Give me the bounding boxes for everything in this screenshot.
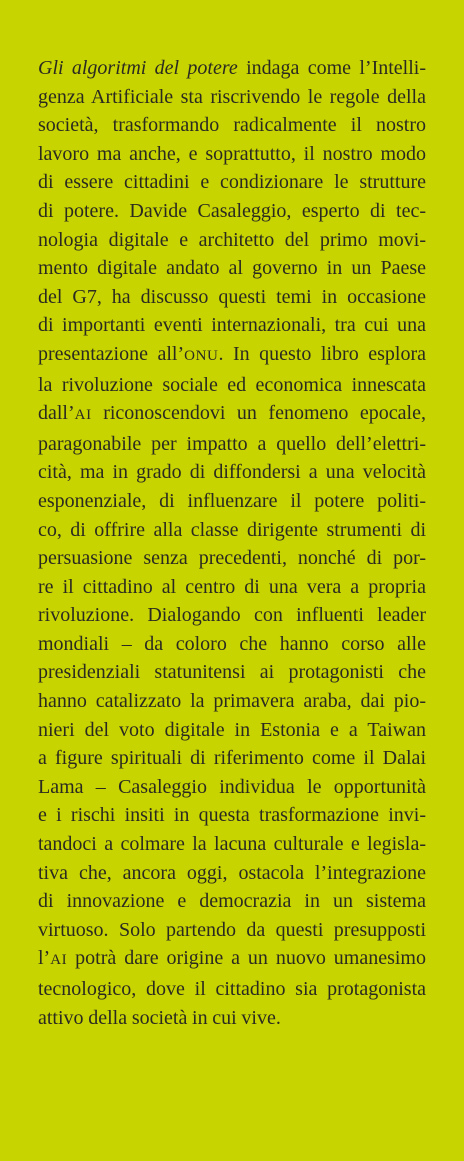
blurb-line-27: e i rischi insiti in questa trasformazione invi- <box>38 804 426 827</box>
blurb-line-30: di innovazione e democrazia in un sistema <box>38 890 426 913</box>
blurb-line-8: mento digitale andato al governo in un Paese <box>38 257 426 280</box>
blurb-line-7: nologia digitale e architetto del primo movi- <box>38 228 426 251</box>
blurb-text: riconoscendovi un fenomeno epocale, <box>91 402 426 425</box>
book-title: Gli algoritmi del potere <box>38 57 238 79</box>
blurb-text: indaga come l’Intelli- <box>237 57 426 79</box>
blurb-line-13 <box>38 399 426 430</box>
back-cover-blurb <box>38 54 426 1032</box>
blurb-text: potrà dare origine a un nuovo umanesimo <box>67 947 426 970</box>
blurb-line-22: presidenziali statunitensi ai protagonisti che <box>38 661 426 684</box>
blurb-line-31: virtuoso. Solo partendo da questi presupposti <box>38 918 426 941</box>
acronym-onu: ONU <box>184 347 219 364</box>
blurb-line-18: persuasione senza precedenti, nonché di por- <box>38 547 426 570</box>
blurb-line-23: hanno catalizzato la primavera araba, dai pio- <box>38 690 426 713</box>
blurb-line-32 <box>38 944 426 975</box>
blurb-text: l’ <box>38 947 51 970</box>
blurb-text: dall’ <box>38 402 75 425</box>
blurb-line-2: genza Artificiale sta riscrivendo le regole della <box>38 85 426 108</box>
blurb-line-34: attivo della società in cui vive. <box>38 1006 281 1029</box>
blurb-line-15: cità, ma in grado di diffondersi a una velocità <box>38 461 426 484</box>
blurb-line-17: co, di offrire alla classe dirigente strumenti di <box>38 518 426 541</box>
acronym-ai: AI <box>74 407 92 424</box>
blurb-text: presentazione all’ <box>38 342 185 365</box>
blurb-text: . In questo libro esplora <box>218 342 426 365</box>
blurb-line-9: del G7, ha discusso questi temi in occasione <box>38 285 426 308</box>
blurb-line-3: società, trasformando radicalmente il nostro <box>38 114 426 137</box>
blurb-line-10: di importanti eventi internazionali, tra cui una <box>38 314 426 337</box>
blurb-line-21: mondiali – da coloro che hanno corso alle <box>38 632 426 655</box>
blurb-line-16: esponenziale, di influenzare il potere politi- <box>38 489 426 512</box>
blurb-line-33: tecnologico, dove il cittadino sia protagonista <box>38 978 426 1000</box>
blurb-line-6: di potere. Davide Casaleggio, esperto di tec- <box>38 199 426 222</box>
blurb-line-11 <box>38 340 426 371</box>
blurb-line-26: Lama – Casaleggio individua le opportunità <box>38 775 426 798</box>
blurb-line-14: paragonabile per impatto a quello dell’elettri- <box>38 432 426 455</box>
blurb-line-20: rivoluzione. Dialogando con influenti leader <box>38 604 426 627</box>
blurb-line-29: tiva che, ancora oggi, ostacola l’integrazione <box>38 861 426 884</box>
blurb-line-19: re il cittadino al centro di una vera a propria <box>38 575 426 598</box>
blurb-line-4: lavoro ma anche, e soprattutto, il nostro modo <box>38 142 426 165</box>
blurb-line-24: nieri del voto digitale in Estonia e a Taiwan <box>38 718 426 741</box>
blurb-line-25: a figure spirituali di riferimento come il Dalai <box>38 747 426 770</box>
acronym-ai: AI <box>50 952 68 969</box>
blurb-line-12: la rivoluzione sociale ed economica innescata <box>38 373 426 396</box>
blurb-line-1 <box>38 54 426 83</box>
blurb-line-28: tandoci a colmare la lacuna culturale e legisla- <box>38 833 426 856</box>
blurb-line-5: di essere cittadini e condizionare le strutture <box>38 171 426 194</box>
